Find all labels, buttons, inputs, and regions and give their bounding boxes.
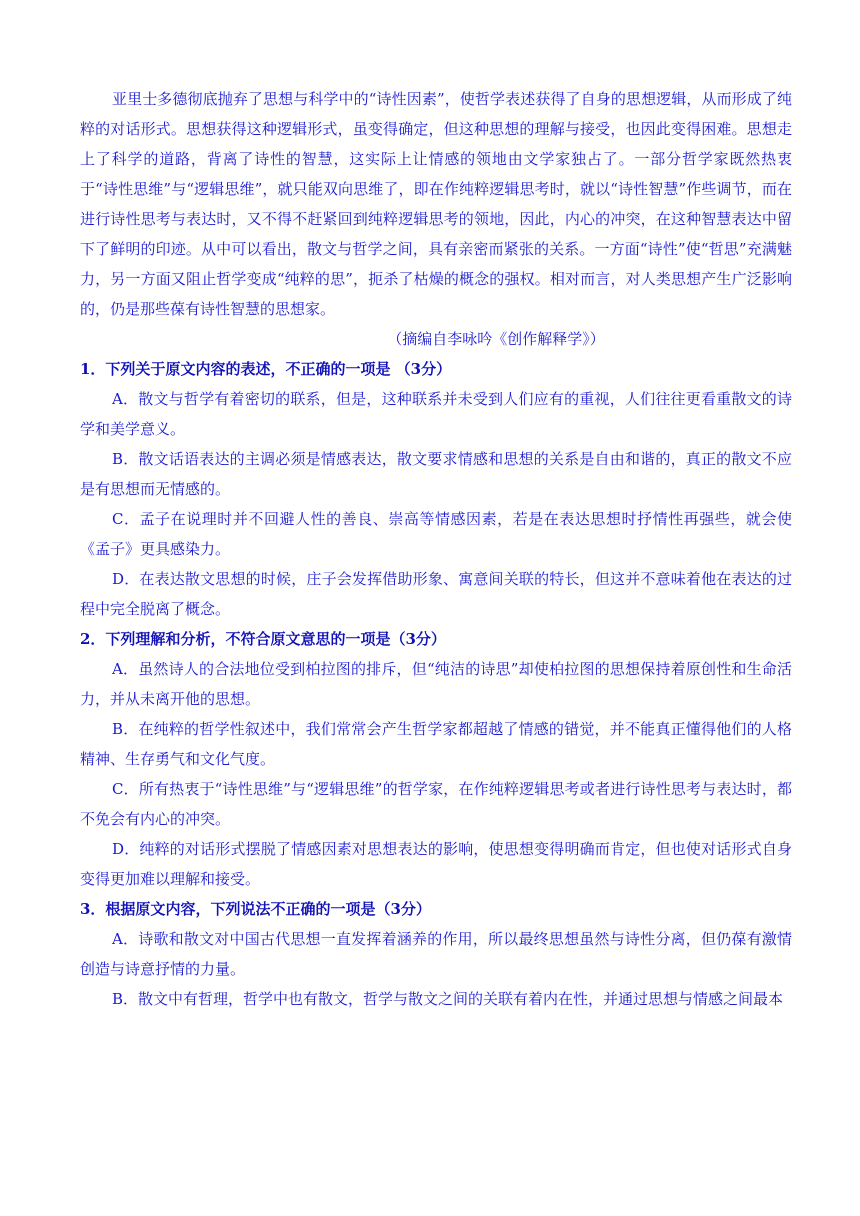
question-3-option-a: A．诗歌和散文对中国古代思想一直发挥着涵养的作用，所以最终思想虽然与诗性分离，但仍葆有激情创造与诗意抒情的力量。 <box>80 930 792 978</box>
question-1-option-a: A．散文与哲学有着密切的联系，但是，这种联系并未受到人们应有的重视，人们往往更看重散文的诗学和美学意义。 <box>80 390 792 438</box>
question-1-stem: 1．下列关于原文内容的表述，不正确的一项是 （3分） <box>80 360 452 378</box>
source-citation: （摘编自李咏吟《创作解释学》） <box>387 330 605 348</box>
question-1-option-d: D．在表达散文思想的时候，庄子会发挥借助形象、寓意间关联的特长，但这并不意味着他在表达的过程中完全脱离了概念。 <box>80 570 792 618</box>
passage-paragraph: 亚里士多德彻底抛弃了思想与科学中的“诗性因素”，使哲学表述获得了自身的思想逻辑，从而形成了纯粹的对话形式。思想获得这种逻辑形式，虽变得确定，但这种思想的理解与接受，也因此变得困难。思想走上了科学的道路，背离了诗性的智慧，这实际上让情感的领地由文学家独占了。一部分哲学家既然热衷于“诗性思维”与“逻辑思维”，就只能双向思维了，即在作纯粹逻辑思考时，就以“诗性智慧”作些调节，而在进行诗性思考与表达时，又不得不赶紧回到纯粹逻辑思考的领地，因此，内心的冲突，在这种智慧表达中留下了鲜明的印迹。从中可以看出，散文与哲学之间，具有亲密而紧张的关系。一方面“诗性”使“哲思”充满魅力，另一方面又阻止哲学变成“纯粹的思”，扼杀了枯燥的概念的强权。相对而言，对人类思想产生广泛影响的，仍是那些葆有诗性智慧的思想家。 <box>80 90 792 318</box>
question-2-option-a: A．虽然诗人的合法地位受到柏拉图的排斥，但“纯洁的诗思”却使柏拉图的思想保持着原创性和生命活力，并从未离开他的思想。 <box>80 660 792 708</box>
question-2-option-b: B．在纯粹的哲学性叙述中，我们常常会产生哲学家都超越了情感的错觉，并不能真正懂得他们的人格精神、生存勇气和文化气度。 <box>80 720 792 768</box>
question-2-option-c: C．所有热衷于“诗性思维”与“逻辑思维”的哲学家，在作纯粹逻辑思考或者进行诗性思考与表达时，都不免会有内心的冲突。 <box>80 780 792 828</box>
question-2-stem: 2．下列理解和分析，不符合原文意思的一项是（3分） <box>80 630 446 648</box>
question-1-option-b: B．散文话语表达的主调必须是情感表达，散文要求情感和思想的关系是自由和谐的，真正的散文不应是有思想而无情感的。 <box>80 450 792 498</box>
question-3-stem: 3．根据原文内容，下列说法不正确的一项是（3分） <box>80 900 431 918</box>
question-3-option-b: B．散文中有哲理，哲学中也有散文，哲学与散文之间的关联有着内在性，并通过思想与情感之间最本 <box>112 990 784 1008</box>
question-2-option-d: D．纯粹的对话形式摆脱了情感因素对思想表达的影响，使思想变得明确而肯定，但也使对话形式自身变得更加难以理解和接受。 <box>80 840 792 888</box>
document-page <box>80 84 792 1014</box>
question-1-option-c: C．孟子在说理时并不回避人性的善良、崇高等情感因素，若是在表达思想时抒情性再强些，就会使《孟子》更具感染力。 <box>80 510 792 558</box>
